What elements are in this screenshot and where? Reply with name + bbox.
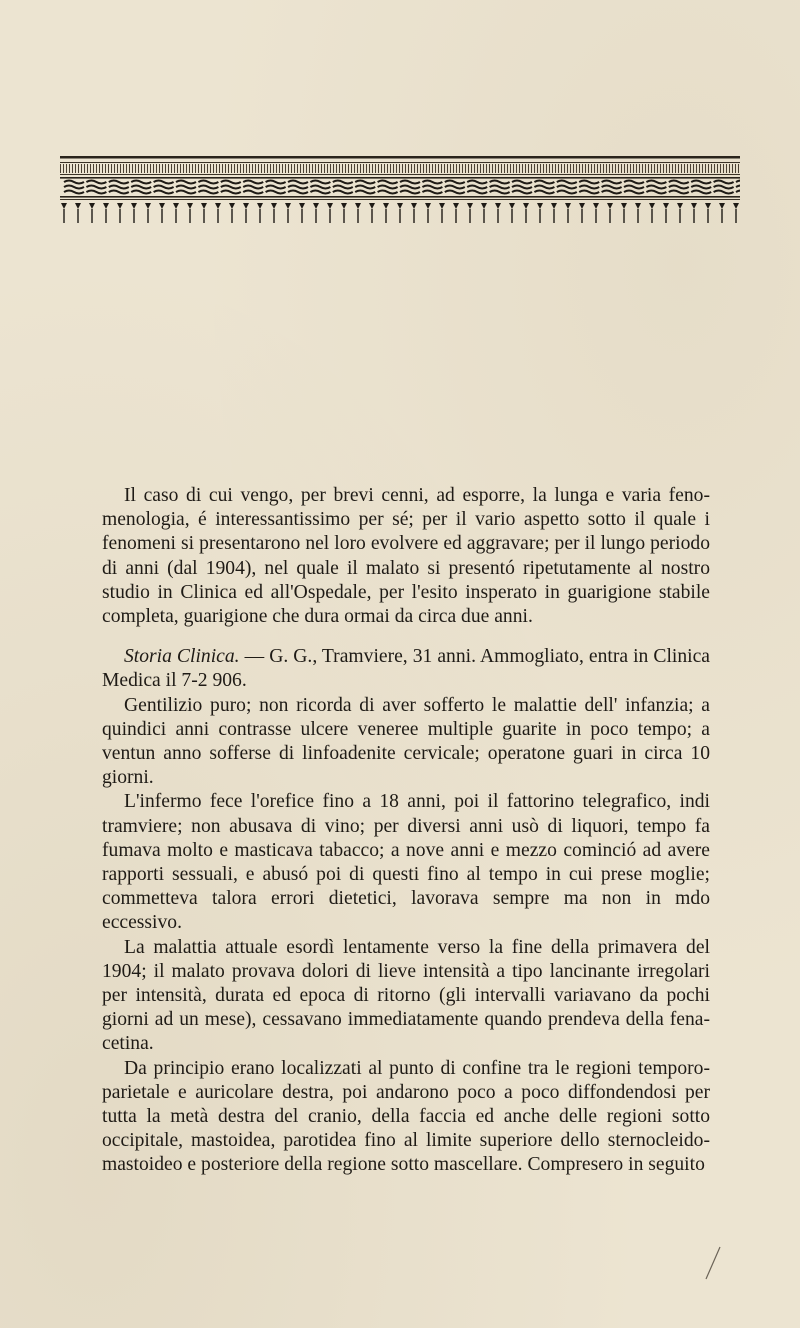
paragraph: La malattia attuale esordì lentamente verso la fine della primavera del 1904; il malato provava dolori di lieve intensità a tipo lancinante irregolari per intensità, durata ed epoca di ritorno (gli intervalli variavano da pochi giorni ad un mese), cessavano immediatamente quando prendeva della fenacetina. [102, 936, 710, 1055]
paragraph-text: — G. G., Tramviere, 31 anni. Ammogliato, entra in Clinica Medica il 7-2 906. [102, 646, 710, 692]
decorative-header-border [60, 156, 740, 284]
paragraph: L'infermo fece l'orefice fino a 18 anni, poi il fattorino telegrafico, indi tramviere; non abusava di vino; per diversi anni usò di liquori, tempo fa fumava molto e masticava tabacco; a nove anni e mezzo cominció ad avere rapporti sessuali, e abusó poi di questi fino al tempo in cui prese moglie; commetteva talora errori dietetici, lavorava sempre ma non in mdo eccessivo. [102, 791, 710, 934]
section-title: Storia Clinica. [124, 646, 240, 668]
paragraph: Gentilizio puro; non ricorda di aver sofferto le malattie dell' infanzia; a quindici anni contrasse ulcere veneree multiple guarite in poco tempo; a ventun anno sofferse di linfoadenite cervicale; operatone guari in circa 10 giorni. [102, 694, 710, 789]
pencil-mark [703, 1245, 723, 1281]
paragraph: Da principio erano localizzati al punto di confine tra le regioni temporo-parietale e auricolare destra, poi andarono poco a poco diffondendosi per tutta la metà destra del cranio, della faccia ed anche delle regioni sotto occipitale, mastoidea, parotidea fino al limite superiore dello sternocleido-mastoideo e posteriore della regione sotto mascellare. Compresero in seguito [102, 1057, 710, 1176]
paragraph: Il caso di cui vengo, per brevi cenni, ad esporre, la lunga e varia fenomenologia, é interessantissimo per sé; per il vario aspetto sotto il quale i fenomeni si presentarono nel loro evolvere ed aggravare; per il lungo periodo di anni (dal 1904), nel quale il malato si presentó ripetutamente al nostro studio in Clinica ed all'Ospedale, per l'esito insperato in guarigione stabile completa, guarigione che dura ormai da circa due anni. [102, 485, 710, 628]
body-text [102, 484, 710, 1178]
paragraph [102, 645, 710, 693]
